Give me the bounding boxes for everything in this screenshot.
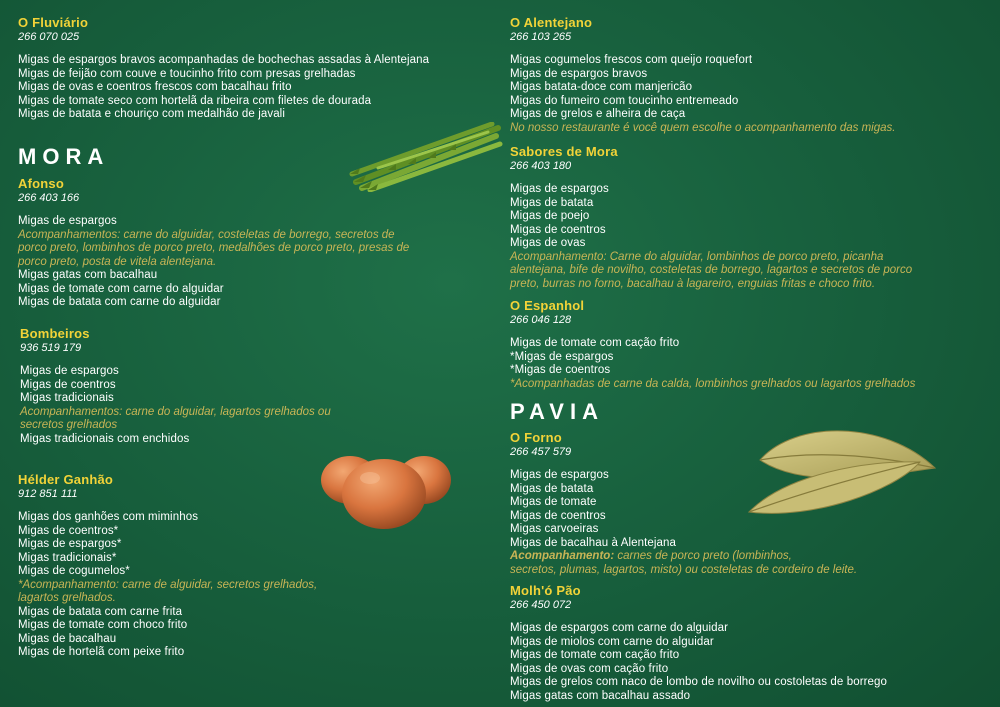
menu-item: Migas de coentros — [20, 378, 116, 391]
town-heading-pavia: PAVIA — [510, 399, 604, 424]
menu-item: Migas carvoeiras — [510, 523, 599, 535]
menu-item: *Migas de espargos — [510, 350, 614, 363]
note-text: alentejana, bife de novilho, costeletas de borrego, lagartos e secretos de porco — [510, 264, 913, 276]
accompaniment-note — [510, 378, 915, 392]
note-text: carne do alguidar, costeletas de borrego, secretos de — [120, 228, 395, 241]
menu-item: Migas batata-doce com manjericão — [510, 81, 693, 93]
menu-item: Migas de espargos bravos acompanhadas de bochechas assadas à Alentejana — [18, 54, 430, 66]
accompaniment-note — [510, 550, 857, 577]
menu-item: Migas de tomate com carne do alguidar — [18, 282, 224, 295]
restaurant-phone: 912 851 111 — [18, 488, 78, 500]
menu-item: Migas dos ganhões com miminhos — [18, 511, 199, 523]
menu-item: Migas de batata e chouriço com medalhão de javali — [18, 108, 285, 120]
menu-item: Migas de batata — [510, 482, 594, 495]
menu-item: *Migas de coentros — [510, 364, 611, 376]
restaurant-phone: 266 070 025 — [18, 31, 80, 43]
restaurant-name: O Forno — [510, 430, 562, 445]
note-text: *Acompanhamento: carne de alguidar, secretos grelhados, — [18, 578, 318, 591]
restaurant-bombeiros — [20, 326, 331, 446]
menu-item: Migas de bacalhau à Alentejana — [510, 536, 677, 549]
menu-item: Migas de espargos — [18, 215, 117, 227]
note-text: secretos, plumas, lagartos, misto) ou costeletas de cordeiro de leite. — [510, 563, 858, 576]
note-text: porco preto, lombinhos de porco preto, medalhões de porco preto, presas de — [18, 242, 410, 254]
menu-item: Migas de coentros* — [18, 524, 119, 537]
menu-item: Migas de ovas e coentros frescos com bacalhau frito — [18, 81, 292, 93]
menu-item: Migas de tomate com choco frito — [18, 619, 188, 631]
menu-item: Migas de espargos — [510, 469, 609, 481]
menu-item: Migas do fumeiro com toucinho entremeado — [510, 94, 739, 107]
menu-item: Migas de espargos com carne do alguidar — [510, 622, 729, 634]
note-text: carne do alguidar, lagartos grelhados ou — [122, 405, 331, 418]
menu-item: Migas gatas com bacalhau — [18, 269, 158, 281]
menu-item: Migas de poejo — [510, 210, 590, 222]
restaurant-phone: 266 403 180 — [510, 160, 572, 172]
restaurant-name: Hélder Ganhão — [18, 472, 114, 487]
menu-item: Migas tradicionais* — [18, 551, 117, 564]
restaurant-molho-pao — [510, 583, 887, 703]
restaurant-o-espanhol — [510, 298, 915, 391]
menu-item: Migas de espargos — [20, 365, 119, 377]
menu-item: Migas de cogumelos* — [18, 565, 130, 577]
note-text: carnes de porco preto (lombinhos, — [614, 550, 792, 562]
menu-item: Migas de feijão com couve e toucinho frito com presas grelhadas — [18, 67, 356, 80]
menu-item: Migas de grelos com naco de lombo de novilho ou costoletas de borrego — [510, 676, 888, 688]
note-text: secretos grelhados — [20, 419, 118, 431]
menu-item: Migas de batata com carne frita — [18, 605, 183, 618]
note-text: preto, burras no forno, bacalhau à lagareiro, enguias fritas e choco frito. — [510, 277, 876, 290]
note-label: Acompanhamentos: — [18, 228, 121, 241]
restaurant-phone: 266 450 072 — [510, 599, 572, 611]
menu-item: Migas de bacalhau — [18, 632, 117, 645]
note-label: Acompanhamento: — [510, 550, 615, 562]
note-text: No nosso restaurante é você quem escolhe o acompanhamento das migas. — [510, 121, 896, 134]
note-text: *Acompanhadas de carne da calda, lombinhos grelhados ou lagartos grelhados — [510, 377, 916, 390]
menu-item: Migas de espargos* — [18, 538, 122, 550]
restaurant-phone: 266 046 128 — [510, 314, 572, 326]
restaurant-phone: 266 403 166 — [18, 192, 80, 204]
restaurant-name: Afonso — [18, 176, 64, 191]
note-label: Acompanhamento: — [510, 250, 607, 263]
restaurant-sabores-de-mora — [510, 144, 912, 291]
restaurant-o-forno — [510, 430, 857, 577]
note-label: Acompanhamentos: — [20, 405, 123, 418]
menu-item: Migas de tomate — [510, 496, 597, 508]
menu-item: Migas de tomate com cação frito — [510, 337, 680, 349]
menu-item: Migas de miolos com carne do alguidar — [510, 635, 714, 648]
restaurant-phone: 266 103 265 — [510, 31, 572, 43]
restaurant-phone: 266 457 579 — [510, 446, 572, 458]
menu-item: Migas de hortelã com peixe frito — [18, 646, 185, 658]
menu-item: Migas de batata — [510, 196, 594, 209]
accompaniment-note — [510, 251, 912, 292]
menu-item: Migas de espargos bravos — [510, 67, 648, 80]
restaurant-afonso — [18, 176, 409, 310]
restaurant-name: O Alentejano — [510, 15, 593, 30]
accompaniment-note — [18, 579, 317, 606]
restaurant-helder-ganhao — [18, 472, 317, 660]
accompaniment-note — [18, 229, 409, 270]
menu-item: Migas de tomate com cação frito — [510, 649, 680, 661]
menu-item: Migas de grelos e alheira de caça — [510, 108, 686, 120]
restaurant-name: O Fluviário — [18, 15, 89, 30]
restaurant-fluviario — [18, 15, 429, 122]
menu-item: Migas de ovas — [510, 237, 586, 249]
town-heading-mora: MORA — [18, 144, 110, 169]
eggs-image — [318, 450, 456, 532]
restaurant-o-alentejano — [510, 15, 895, 135]
menu-item: Migas de espargos — [510, 183, 609, 195]
menu-item: Migas de coentros — [510, 509, 606, 522]
note-text: porco preto, posta de vitela alentejana. — [18, 255, 217, 268]
menu-item: Migas de coentros — [510, 223, 606, 236]
menu-item: Migas tradicionais com enchidos — [20, 432, 190, 445]
menu-item: Migas gatas com bacalhau assado — [510, 689, 691, 702]
note-text: lagartos grelhados. — [18, 592, 116, 604]
note-text: Carne do alguidar, lombinhos de porco preto, picanha — [606, 250, 884, 263]
restaurant-phone: 936 519 179 — [20, 342, 82, 354]
restaurant-name: Molh'ó Pão — [510, 583, 581, 598]
restaurant-name: O Espanhol — [510, 298, 585, 313]
restaurant-name: Sabores de Mora — [510, 144, 618, 159]
accompaniment-note — [510, 122, 895, 136]
menu-item: Migas de tomate seco com hortelã da ribeira com filetes de dourada — [18, 94, 372, 107]
restaurant-name: Bombeiros — [20, 326, 90, 341]
menu-item: Migas tradicionais — [20, 392, 114, 404]
menu-item: Migas cogumelos frescos com queijo roquefort — [510, 54, 753, 66]
accompaniment-note — [20, 406, 331, 433]
menu-item: Migas de batata com carne do alguidar — [18, 296, 221, 308]
menu-item: Migas de ovas com cação frito — [510, 662, 669, 675]
